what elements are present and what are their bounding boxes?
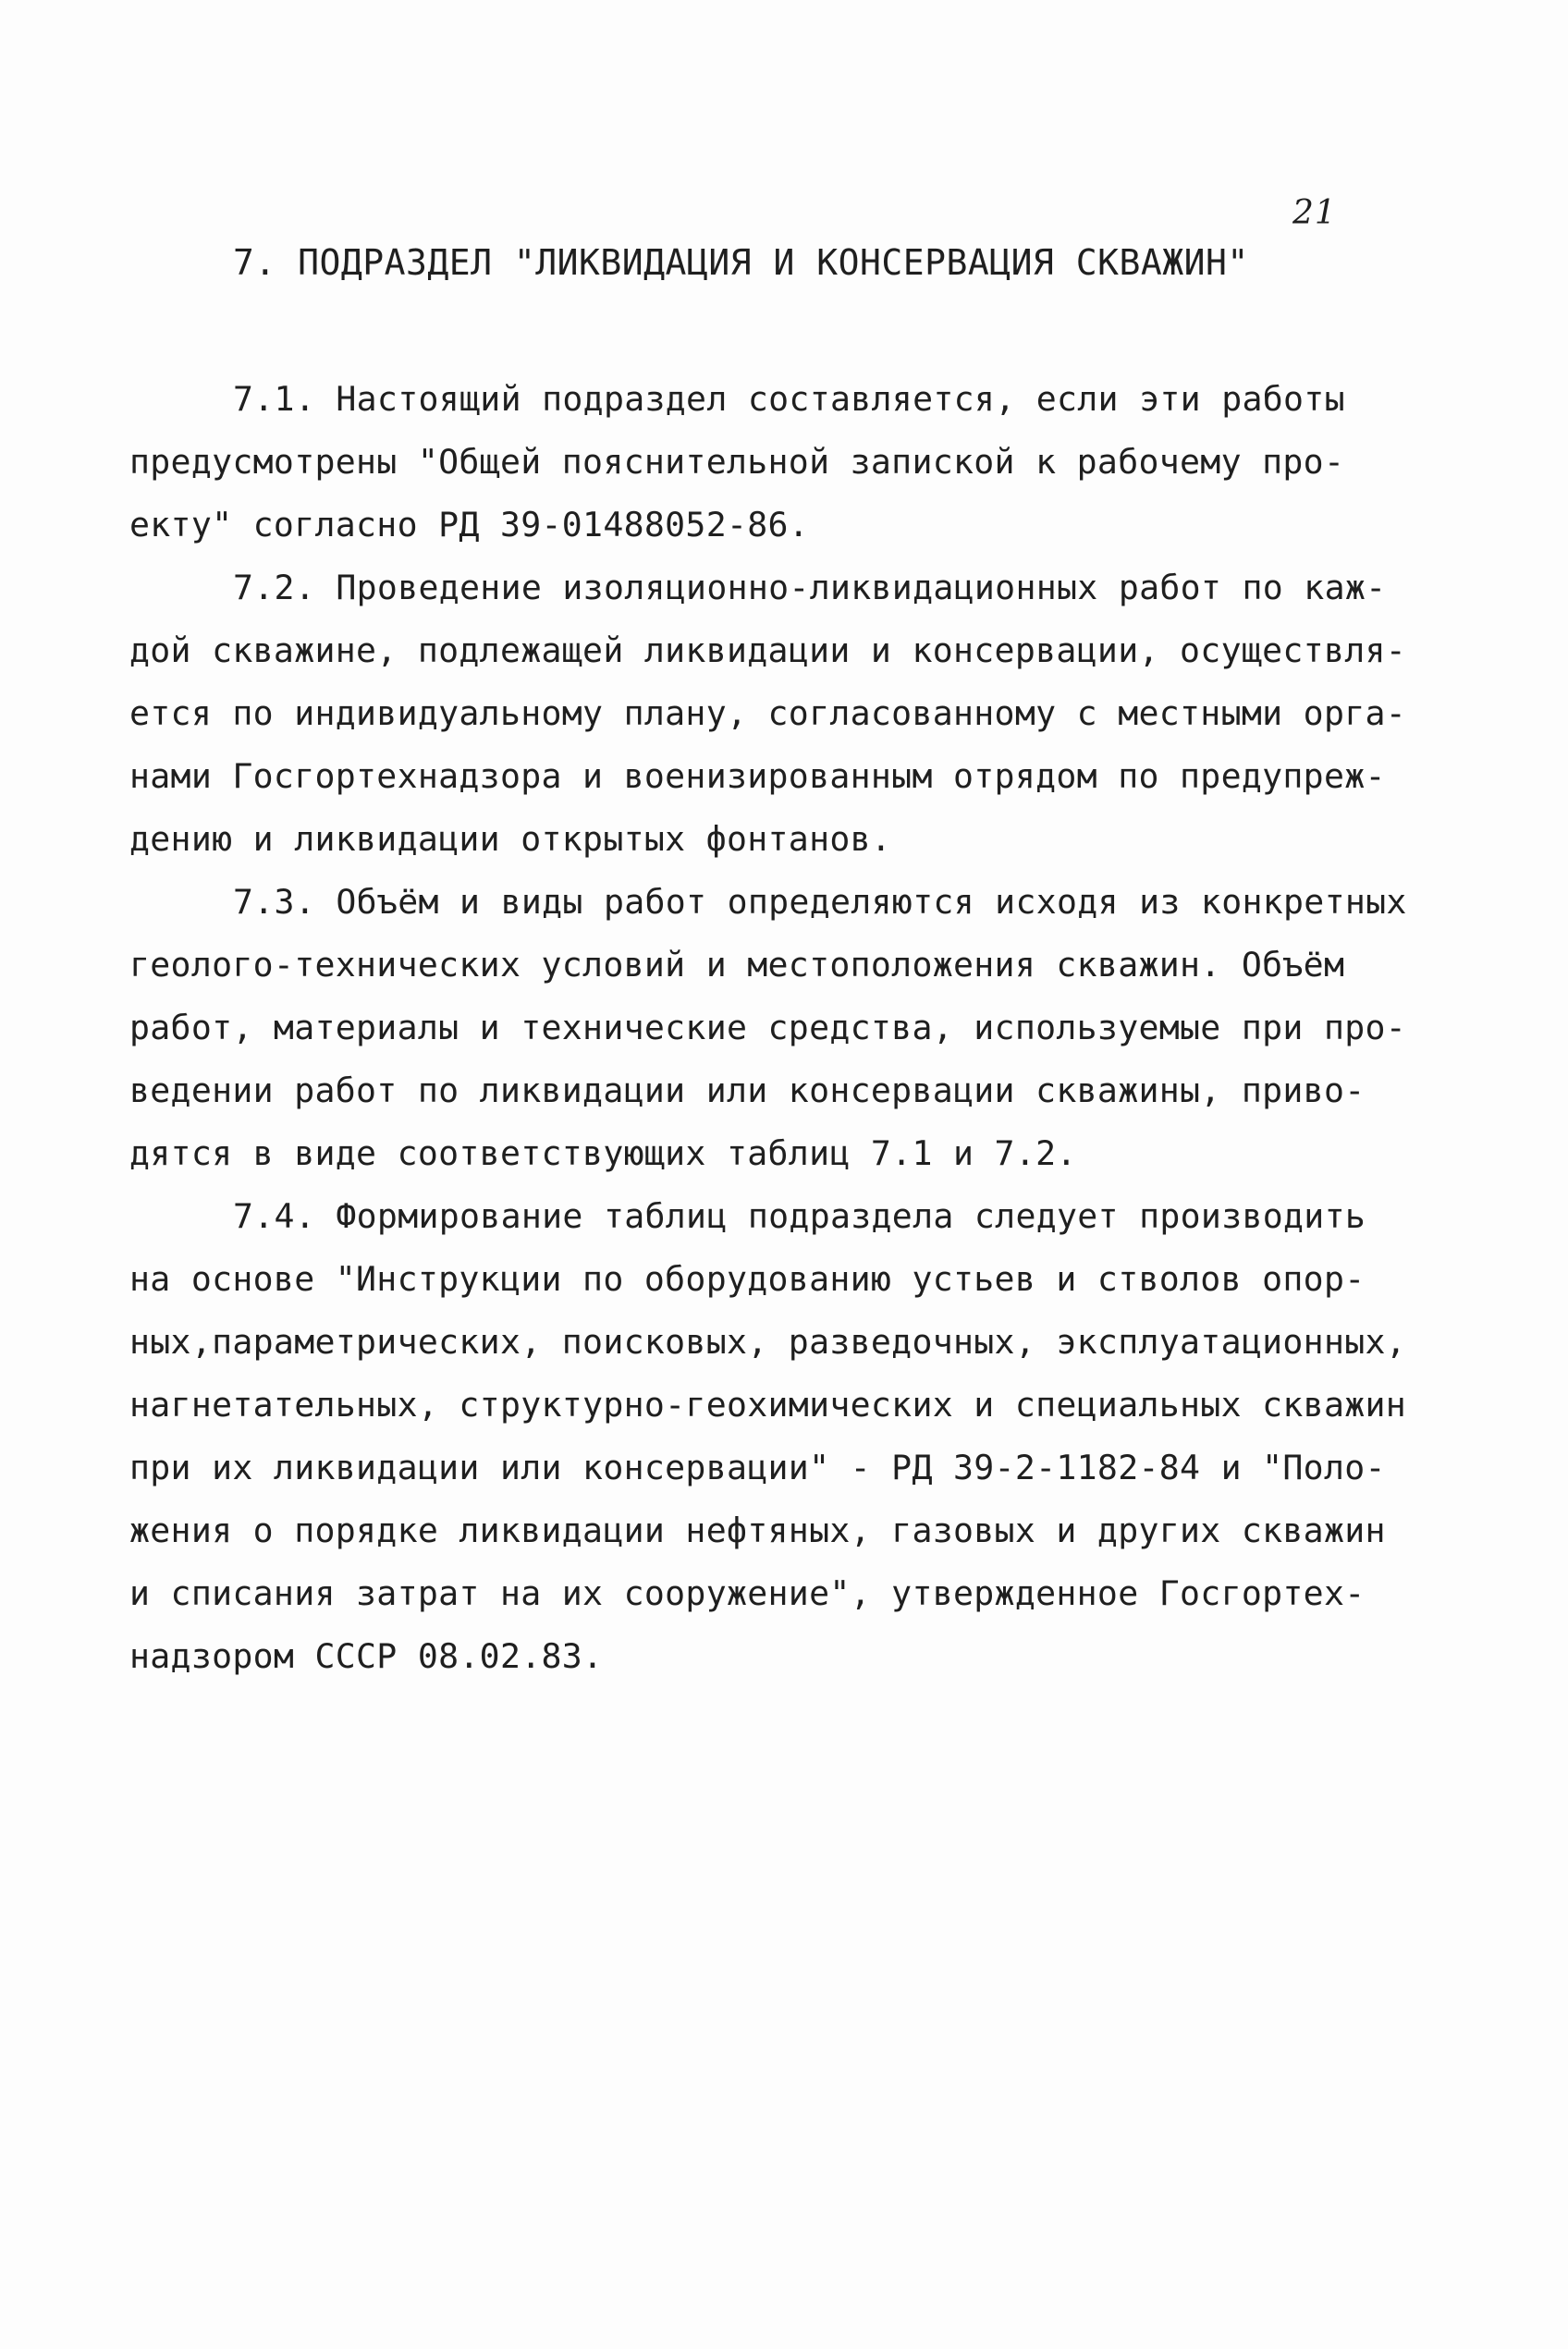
text-line: на основе "Инструкции по оборудованию устьев и стволов опор-: [129, 1259, 1366, 1299]
text-line: ных,параметрических, поисковых, разведочных, эксплуатационных,: [129, 1322, 1407, 1362]
text-line: и списания затрат на их сооружение", утвержденное Госгортех-: [129, 1573, 1366, 1613]
paragraph-7-1: [129, 368, 1368, 557]
text-line: работ, материалы и технические средства, используемые при про-: [129, 1008, 1407, 1047]
text-line: 7.1. Настоящий подраздел составляется, если эти работы: [233, 379, 1345, 419]
text-line: дой скважине, подлежащей ликвидации и консервации, осуществля-: [129, 630, 1407, 670]
document-body: [129, 368, 1407, 1688]
text-line: ведении работ по ликвидации или консервации скважины, приво-: [129, 1071, 1366, 1110]
page-number: 21: [1292, 194, 1337, 232]
text-line: дятся в виде соответствующих таблиц 7.1 и 7.2.: [129, 1133, 1077, 1173]
text-line: жения о порядке ликвидации нефтяных, газовых и других скважин: [129, 1511, 1386, 1550]
paragraph-7-2: [129, 557, 1407, 871]
text-line: дению и ликвидации открытых фонтанов.: [129, 819, 892, 859]
text-line: геолого-технических условий и местоположения скважин. Объём: [129, 945, 1345, 985]
text-line: предусмотрены "Общей пояснительной запиской к рабочему про-: [129, 442, 1345, 482]
text-line: нами Госгортехнадзора и военизированным отрядом по предупреж-: [129, 756, 1386, 796]
text-line: при их ликвидации или консервации" - РД 39-2-1182-84 и "Поло-: [129, 1448, 1386, 1487]
text-line: надзором СССР 08.02.83.: [129, 1636, 604, 1676]
text-line: ется по индивидуальному плану, согласованному с местными орга-: [129, 693, 1407, 733]
text-line: 7.4. Формирование таблиц подраздела следует производить: [233, 1196, 1366, 1236]
paragraph-7-4: [129, 1185, 1407, 1688]
text-line: 7.2. Проведение изоляционно-ликвидационных работ по каж-: [233, 568, 1387, 607]
text-line: нагнетательных, структурно-геохимических и специальных скважин: [129, 1385, 1407, 1425]
text-line: екту" согласно РД 39-01488052-86.: [129, 505, 810, 544]
section-title: 7. ПОДРАЗДЕЛ "ЛИКВИДАЦИЯ И КОНСЕРВАЦИЯ СКВАЖИН": [233, 242, 1249, 283]
paragraph-7-3: [129, 871, 1407, 1185]
text-line: 7.3. Объём и виды работ определяются исходя из конкретных: [233, 882, 1407, 922]
